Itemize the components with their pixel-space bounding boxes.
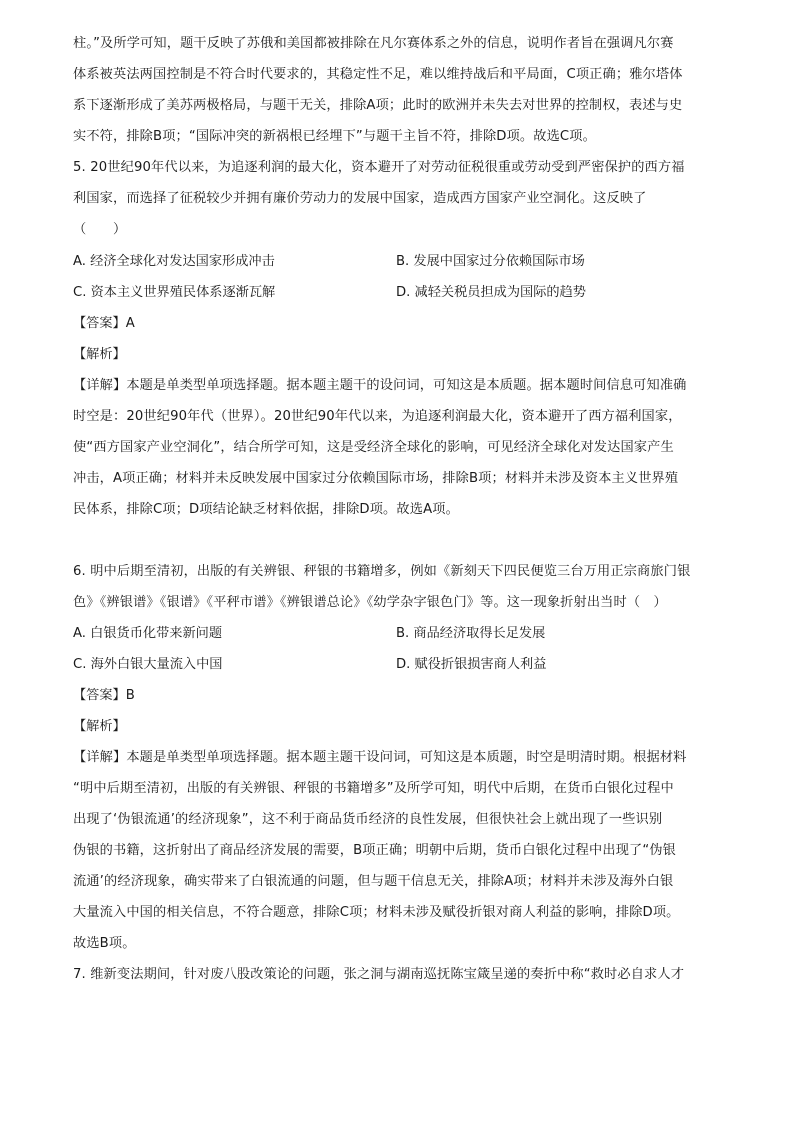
q6-option-c: C. 海外白银大量流入中国 (73, 657, 223, 672)
q7-stem-line-1: 7. 维新变法期间，针对废八股改策论的问题，张之洞与湖南巡抚陈宝箴呈递的奏折中称“救时必自求人才 (73, 967, 685, 982)
prev-explanation-line-4: 实不符，排除B项；“国际冲突的新祸根已经埋下”与题干主旨不符，排除D项。故选C项。 (73, 129, 596, 144)
q6-analysis-label: 【解析】 (73, 719, 126, 734)
q5-detail-line-2: 时空是：20世纪90年代（世界）。20世纪90年代以来，为追逐利润最大化，资本避开了西方福利国家， (73, 409, 682, 424)
q5-analysis-label: 【解析】 (73, 347, 126, 362)
prev-explanation-line-2: 体系被英法两国控制是不符合时代要求的，其稳定性不足，难以维持战后和平局面，C项正确；雅尔塔体 (73, 67, 683, 82)
q5-option-c: C. 资本主义世界殖民体系逐渐瓦解 (73, 285, 276, 300)
q6-answer: 【答案】B (73, 688, 135, 703)
q6-detail-line-6: 大量流入中国的相关信息，不符合题意，排除C项；材料未涉及赋役折银对商人利益的影响，排除D项。 (73, 905, 680, 920)
q5-answer: 【答案】A (73, 316, 135, 331)
q6-detail-line-7: 故选B项。 (73, 936, 136, 951)
q6-detail-line-4: 伪银的书籍，这折射出了商品经济发展的需要，B项正确；明朝中后期，货币白银化过程中出现了“伪银 (73, 843, 677, 858)
q5-option-a: A. 经济全球化对发达国家形成冲击 (73, 254, 275, 269)
q5-stem-line-3: （ ） (73, 222, 127, 237)
q5-option-d: D. 减轻关税员担成为国际的趋势 (396, 285, 586, 300)
q6-detail-line-2: “明中后期至清初，出版的有关辨银、秤银的书籍增多”及所学可知，明代中后期，在货币白银化过程中 (73, 781, 674, 796)
q5-detail-line-1: 【详解】本题是单类型单项选择题。据本题主题干的设问词，可知这是本质题。据本题时间信息可知准确 (73, 378, 687, 393)
q6-detail-line-1: 【详解】本题是单类型单项选择题。据本题主题干设问词，可知这是本质题，时空是明清时期。根据材料 (73, 750, 687, 765)
q6-detail-line-5: 流通’的经济现象，确实带来了白银流通的问题，但与题干信息无关，排除A项；材料并未涉及海外白银 (73, 874, 674, 889)
q6-option-b: B. 商品经济取得长足发展 (396, 626, 546, 641)
q5-stem-line-2: 利国家，而选择了征税较少并拥有廉价劳动力的发展中国家，造成西方国家产业空洞化。这反映了 (73, 191, 647, 206)
q6-stem-line-2: 色》《辨银谱》《银谱》《平秤市谱》《辨银谱总论》《幼学杂字银色门》等。这一现象折射出当时（ ） (73, 595, 667, 610)
q5-detail-line-4: 冲击，A项正确；材料并未反映发展中国家过分依赖国际市场，排除B项；材料并未涉及资本主义世界殖 (73, 471, 679, 486)
q5-detail-line-3: 使“西方国家产业空洞化”，结合所学可知，这是受经济全球化的影响，可见经济全球化对发达国家产生 (73, 440, 674, 455)
q6-detail-line-3: 出现了‘伪银流通’的经济现象”，这不利于商品货币经济的良性发展，但很快社会上就出现了一些识别 (73, 812, 663, 827)
prev-explanation-line-3: 系下逐渐形成了美苏两极格局，与题干无关，排除A项；此时的欧洲并未失去对世界的控制权，表述与史 (73, 98, 683, 113)
q6-option-d: D. 赋役折银损害商人利益 (396, 657, 547, 672)
q6-option-a: A. 白银货币化带来新问题 (73, 626, 223, 641)
q5-detail-line-5: 民体系，排除C项；D项结论缺乏材料依据，排除D项。故选A项。 (73, 502, 459, 517)
q5-option-b: B. 发展中国家过分依赖国际市场 (396, 254, 585, 269)
q6-stem-line-1: 6. 明中后期至清初，出版的有关辨银、秤银的书籍增多，例如《新刻天下四民便览三台万用正宗商旅门银 (73, 564, 691, 579)
q5-stem-line-1: 5. 20世纪90年代以来，为追逐利润的最大化，资本避开了对劳动征税很重或劳动受到严密保护的西方福 (73, 160, 685, 175)
prev-explanation-line-1: 柱。”及所学可知，题干反映了苏俄和美国都被排除在凡尔赛体系之外的信息，说明作者旨在强调凡尔赛 (73, 36, 674, 51)
